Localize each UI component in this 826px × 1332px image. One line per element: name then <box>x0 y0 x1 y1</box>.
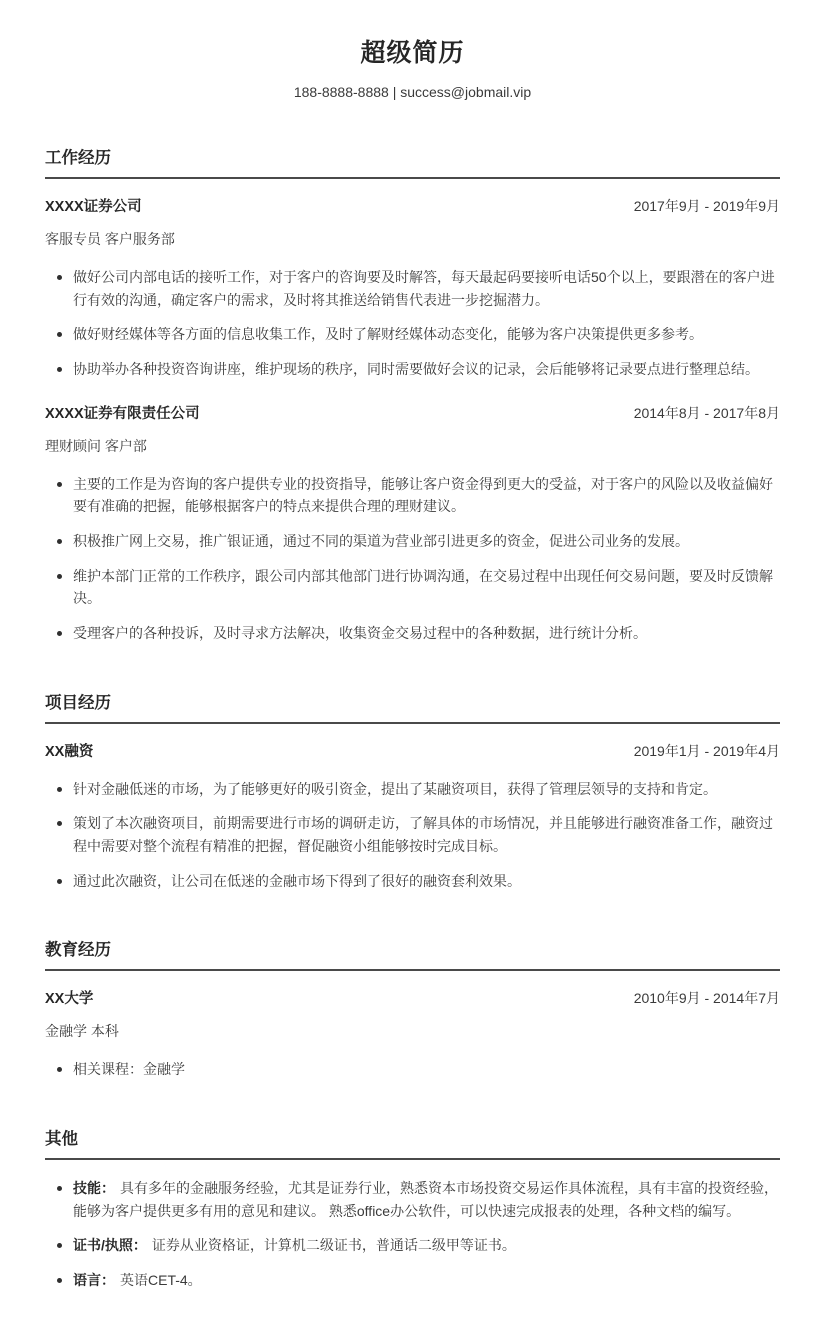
bullet-item: 受理客户的各种投诉，及时寻求方法解决，收集资金交易过程中的各种数据，进行统计分析。 <box>45 622 780 645</box>
entry-header <box>45 740 780 761</box>
bullet-item: 策划了本次融资项目，前期需要进行市场的调研走访，了解具体的市场情况，并且能够进行融资准备工作，融资过程中需要对整个流程有精准的把握，督促融资小组能够按时完成目标。 <box>45 812 780 857</box>
section-education <box>45 936 780 1081</box>
bullet-list <box>45 1177 780 1292</box>
bullet-item-skills <box>45 1177 780 1222</box>
bullet-label: 技能： <box>73 1180 115 1197</box>
bullet-list <box>45 778 780 893</box>
section-other <box>45 1125 780 1292</box>
bullet-item: 相关课程：金融学 <box>45 1058 780 1081</box>
bullet-text: 证券从业资格证，计算机二级证书，普通话二级甲等证书。 <box>151 1237 516 1254</box>
company-name: XXXX证券有限责任公司 <box>45 405 200 422</box>
contact-info: 188-8888-8888 | success@jobmail.vip <box>293 84 532 100</box>
bullet-item: 主要的工作是为咨询的客户提供专业的投资指导，能够让客户资金得到更大的受益，对于客户的风险以及收益偏好要有准确的把握，能够根据客户的特点来提供合理的理财建议。 <box>45 473 780 518</box>
entry-header <box>45 987 780 1008</box>
section-title-project: 项目经历 <box>45 689 780 724</box>
section-title-work: 工作经历 <box>45 144 780 179</box>
section-title-education: 教育经历 <box>45 936 780 971</box>
bullet-item: 针对金融低迷的市场，为了能够更好的吸引资金，提出了某融资项目，获得了管理层领导的支持和肯定。 <box>45 778 780 801</box>
entry-header <box>45 195 780 216</box>
resume-header <box>45 38 780 100</box>
section-title-other: 其他 <box>45 1125 780 1160</box>
resume-title: 超级简历 <box>360 39 465 67</box>
bullet-list <box>45 266 780 381</box>
work-entry-1 <box>45 195 780 381</box>
bullet-item: 积极推广网上交易，推广银证通，通过不同的渠道为营业部引进更多的资金，促进公司业务的发展。 <box>45 530 780 553</box>
school-name: XX大学 <box>45 991 94 1008</box>
section-project-experience <box>45 689 780 893</box>
bullet-list <box>45 1058 780 1081</box>
bullet-label: 语言： <box>73 1272 115 1289</box>
bullet-item-certificates <box>45 1234 780 1257</box>
bullet-item: 通过此次融资，让公司在低迷的金融市场下得到了很好的融资套利效果。 <box>45 870 780 893</box>
entry-header <box>45 402 780 423</box>
date-range: 2019年1月 - 2019年4月 <box>633 742 780 759</box>
major-degree: 金融学 本科 <box>45 1023 119 1040</box>
bullet-label: 证书/执照： <box>73 1237 147 1254</box>
company-name: XXXX证券公司 <box>45 199 142 215</box>
date-range: 2014年8月 - 2017年8月 <box>633 404 780 421</box>
bullet-item: 维护本部门正常的工作秩序，跟公司内部其他部门进行协调沟通，在交易过程中出现任何交易问题，要及时反馈解决。 <box>45 565 780 610</box>
bullet-item-language <box>45 1269 780 1292</box>
job-title: 理财顾问 客户部 <box>45 437 147 454</box>
project-entry-1 <box>45 740 780 893</box>
project-name: XX融资 <box>45 743 94 760</box>
education-entry-1 <box>45 987 780 1081</box>
bullet-item: 协助举办各种投资咨询讲座，维护现场的秩序，同时需要做好会议的记录，会后能够将记录要点进行整理总结。 <box>45 358 780 381</box>
bullet-item: 做好财经媒体等各方面的信息收集工作，及时了解财经媒体动态变化，能够为客户决策提供更多参考。 <box>45 323 780 346</box>
bullet-list <box>45 473 780 645</box>
bullet-item: 做好公司内部电话的接听工作，对于客户的咨询要及时解答，每天最起码要接听电话50个以上，要跟潜在的客户进行有效的沟通，确定客户的需求，及时将其推送给销售代表进一步挖掘潜力。 <box>45 266 780 311</box>
work-entry-2 <box>45 402 780 645</box>
section-work-experience <box>45 144 780 645</box>
date-range: 2017年9月 - 2019年9月 <box>633 198 780 214</box>
date-range: 2010年9月 - 2014年7月 <box>633 990 780 1007</box>
bullet-text: 英语CET-4。 <box>120 1272 202 1289</box>
job-title: 客服专员 客户服务部 <box>45 231 175 247</box>
bullet-text: 具有多年的金融服务经验，尤其是证券行业，熟悉资本市场投资交易运作具体流程，具有丰富的投资经验，能够为客户提供更多有用的意见和建议。 熟悉office办公软件，可以快速完成报表的处理，各种文档的编写。 <box>73 1180 778 1219</box>
